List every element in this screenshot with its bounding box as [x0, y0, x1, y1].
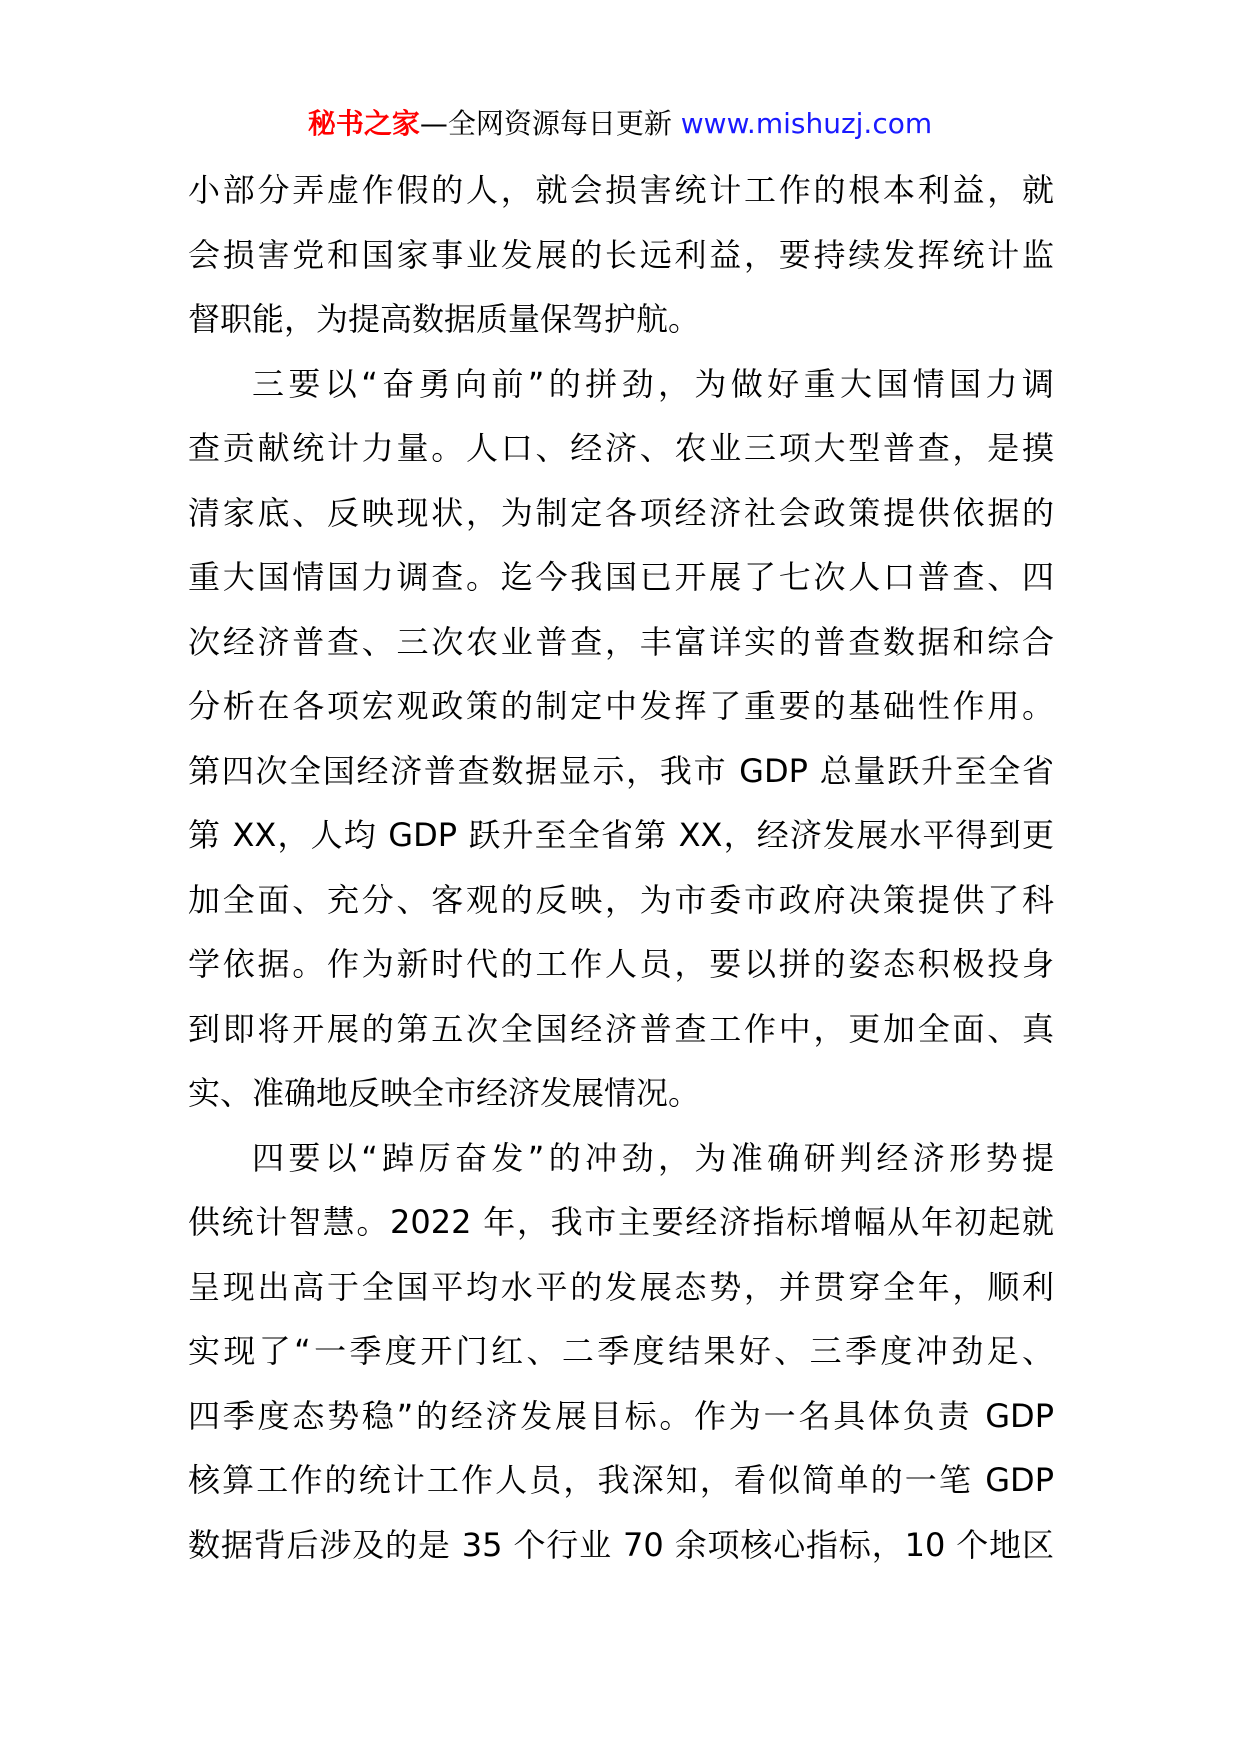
text-line: 分析在各项宏观政策的制定中发挥了重要的基础性作用。: [188, 687, 1054, 725]
text-line: 学依据。作为新时代的工作人员，要以拼的姿态积极投身: [188, 945, 1054, 983]
brand-name: 秘书之家: [307, 107, 420, 140]
paragraph: [188, 1126, 1054, 1578]
text-line: 核算工作的统计工作人员，我深知，看似简单的一笔 GDP: [188, 1461, 1054, 1499]
text-line: 四季度态势稳”的经济发展目标。作为一名具体负责 GDP: [188, 1396, 1054, 1435]
site-banner: [0, 100, 1240, 148]
paragraph: [188, 352, 1054, 1126]
text-line: 小部分弄虚作假的人，就会损害统计工作的根本利益，就: [188, 171, 1054, 209]
text-line: 供统计智慧。2022 年，我市主要经济指标增幅从年初起就: [188, 1203, 1054, 1241]
paragraph: [188, 158, 1054, 352]
text-line: 第 XX，人均 GDP 跃升至全省第 XX，经济发展水平得到更: [188, 816, 1054, 854]
text-line: 清家底、反映现状，为制定各项经济社会政策提供依据的: [188, 493, 1054, 532]
text-line: 四要以“踔厉奋发”的冲劲，为准确研判经济形势提: [252, 1138, 1054, 1177]
document-body: [188, 158, 1054, 1577]
text-line: 加全面、充分、客观的反映，为市委市政府决策提供了科: [188, 880, 1054, 919]
text-line: 实、准确地反映全市经济发展情况。: [188, 1074, 701, 1112]
text-line: 查贡献统计力量。人口、经济、农业三项大型普查，是摸: [188, 429, 1054, 467]
banner-tagline: —全网资源每日更新: [419, 107, 681, 140]
text-line: 实现了“一季度开门红、二季度结果好、三季度冲劲足、: [188, 1332, 1054, 1370]
text-line: 呈现出高于全国平均水平的发展态势，并贯穿全年，顺利: [188, 1267, 1054, 1306]
text-line: 重大国情国力调查。迄今我国已开展了七次人口普查、四: [188, 558, 1054, 596]
text-line: 到即将开展的第五次全国经济普查工作中，更加全面、真: [188, 1009, 1054, 1048]
text-line: 次经济普查、三次农业普查，丰富详实的普查数据和综合: [188, 622, 1054, 661]
banner-url-link[interactable]: www.mishuzj.com: [680, 107, 933, 140]
text-line: 第四次全国经济普查数据显示，我市 GDP 总量跃升至全省: [188, 751, 1054, 790]
text-line: 会损害党和国家事业发展的长远利益，要持续发挥统计监: [188, 235, 1054, 274]
text-line: 督职能，为提高数据质量保驾护航。: [188, 300, 701, 338]
text-line: 数据背后涉及的是 35 个行业 70 余项核心指标，10 个地区: [188, 1525, 1054, 1564]
text-line: 三要以“奋勇向前”的拼劲，为做好重大国情国力调: [252, 364, 1054, 403]
